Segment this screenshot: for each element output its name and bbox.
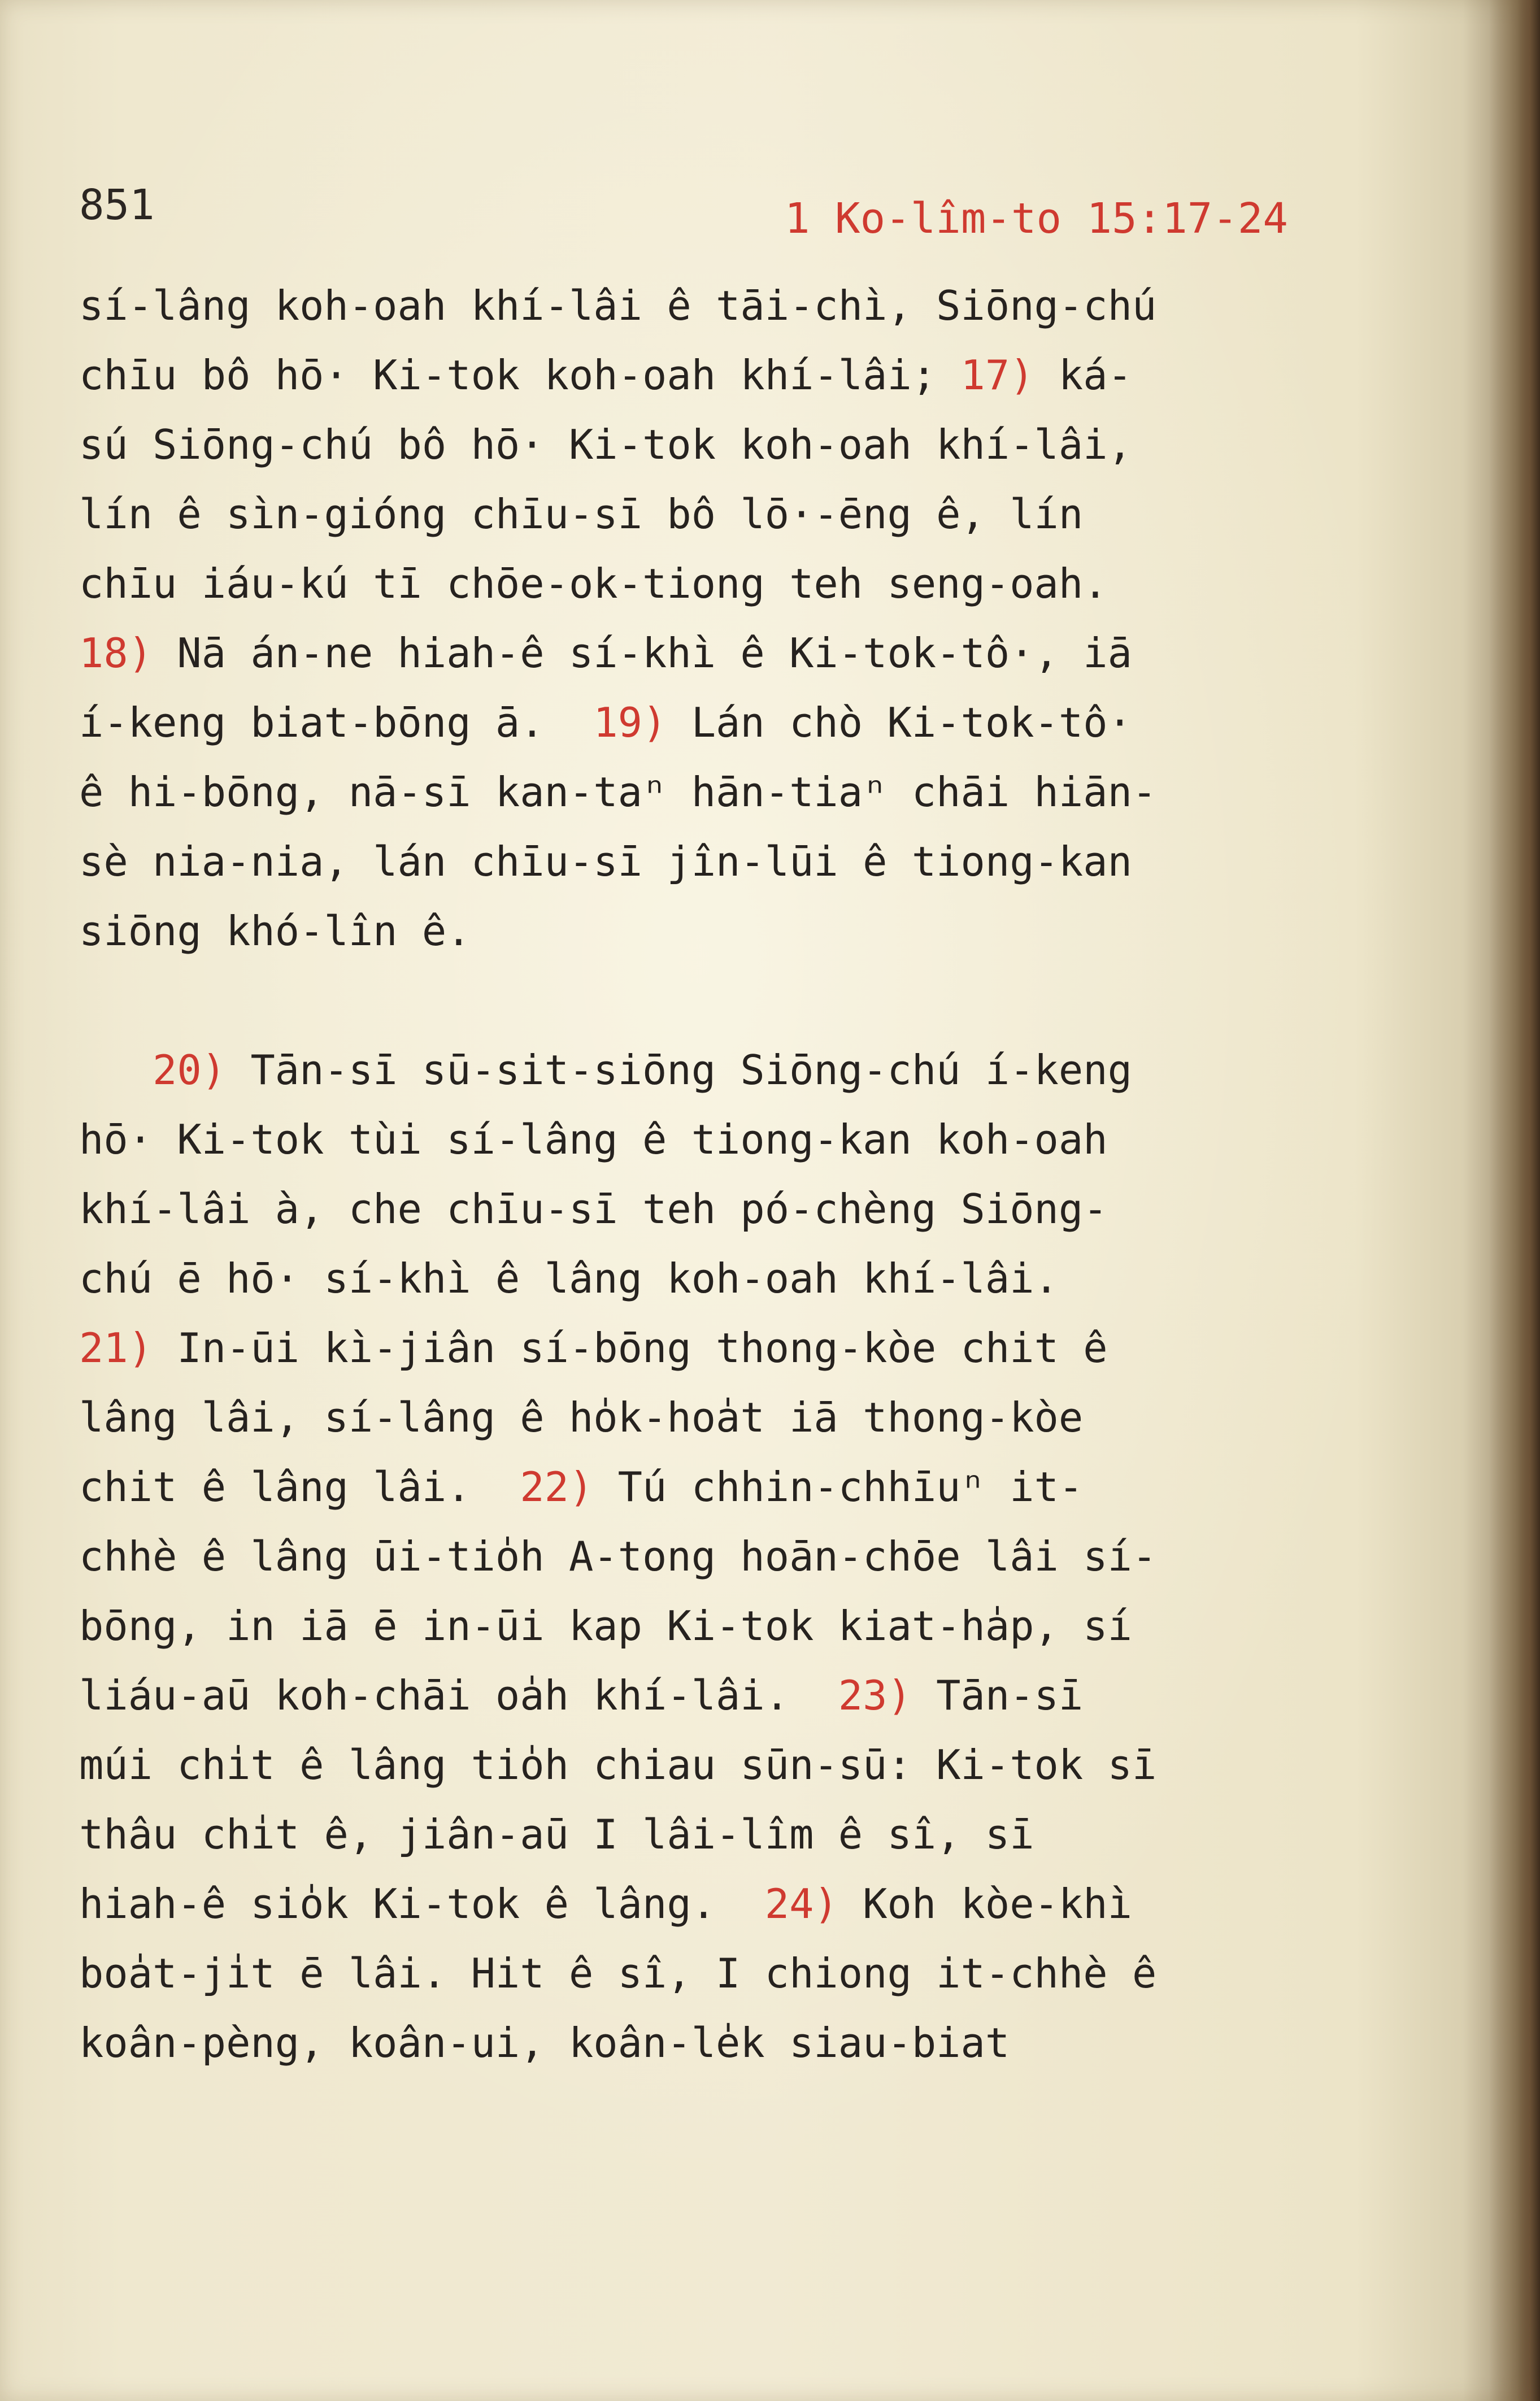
page-header (79, 181, 1288, 266)
text-line (79, 1522, 1356, 1591)
text-line (79, 1175, 1356, 1244)
text-line (79, 1869, 1356, 1939)
line-text: In-ūi kì-jiân sí-bōng thong-kòe chit ê (153, 1324, 1108, 1372)
text-line (79, 619, 1356, 688)
line-text: í-keng biat-bōng ā. (79, 699, 594, 746)
text-line (79, 410, 1356, 480)
verse-number: 18) (79, 629, 153, 677)
text-line (79, 1452, 1356, 1522)
line-text: siōng khó-lîn ê. (79, 907, 471, 955)
line-text: khí-lâi à, che chīu-sī teh pó-chèng Siōng- (79, 1185, 1108, 1233)
text-line (79, 1939, 1356, 2008)
line-text: hiah-ê sio̍k Ki-tok ê lâng. (79, 1880, 765, 1928)
text-line (79, 1244, 1356, 1313)
line-text: bōng, in iā ē in-ūi kap Ki-tok kiat-ha̍p, sí (79, 1602, 1132, 1650)
verse-number: 19) (593, 699, 667, 746)
verse-number: 22) (520, 1463, 594, 1511)
line-text: ká- (1034, 351, 1132, 399)
line-text: sú Siōng-chú bô hō· Ki-tok koh-oah khí-lâi, (79, 421, 1132, 468)
body-text (79, 271, 1356, 2078)
text-line (79, 271, 1356, 341)
text-line (79, 2008, 1356, 2078)
line-text: chú ē hō· sí-khì ê lâng koh-oah khí-lâi. (79, 1255, 1059, 1302)
text-line (79, 1105, 1356, 1175)
verse-number: 17) (960, 351, 1034, 399)
line-text: chhè ê lâng ūi-tio̍h A-tong hoān-chōe lâi sí- (79, 1533, 1157, 1580)
line-text: Koh kòe-khì (838, 1880, 1132, 1928)
line-text: chīu bô hō· Ki-tok koh-oah khí-lâi; (79, 351, 961, 399)
line-text: Tān-sī (911, 1672, 1084, 1719)
text-line (79, 1036, 1356, 1105)
line-text (79, 1046, 153, 1094)
running-head: 1 Ko-lîm-to 15:17-24 (784, 194, 1288, 243)
line-text: hō· Ki-tok tùi sí-lâng ê tiong-kan koh-oah (79, 1116, 1108, 1163)
verse-number: 20) (153, 1046, 227, 1094)
text-line (79, 341, 1356, 410)
text-line (79, 1730, 1356, 1800)
line-text: liáu-aū koh-chāi oa̍h khí-lâi. (79, 1672, 838, 1719)
line-text: koân-pèng, koân-ui, koân-le̍k siau-biat (79, 2019, 1010, 2067)
line-text: lín ê sìn-gióng chīu-sī bô lō·-ēng ê, lín (79, 490, 1084, 538)
line-text: chit ê lâng lâi. (79, 1463, 520, 1511)
line-text: Lán chò Ki-tok-tô· (667, 699, 1132, 746)
text-line (79, 480, 1356, 549)
text-line (79, 688, 1356, 758)
line-text: ê hi-bōng, nā-sī kan-taⁿ hān-tiaⁿ chāi hiān- (79, 768, 1157, 816)
text-line (79, 549, 1356, 619)
text-line (79, 1800, 1356, 1869)
line-text: Nā án-ne hiah-ê sí-khì ê Ki-tok-tô·, iā (153, 629, 1132, 677)
line-text: Tú chhin-chhīuⁿ it- (593, 1463, 1084, 1511)
text-line (79, 1383, 1356, 1452)
text-line (79, 827, 1356, 897)
text-line (79, 897, 1356, 966)
line-text: múi chi̍t ê lâng tio̍h chiau sūn-sū: Ki-tok sī (79, 1741, 1157, 1789)
line-text: sí-lâng koh-oah khí-lâi ê tāi-chì, Siōng-chú (79, 282, 1157, 329)
text-line (79, 758, 1356, 827)
verse-number: 21) (79, 1324, 153, 1372)
line-text: boa̍t-ji̍t ē lâi. Hit ê sî, I chiong it-chhè ê (79, 1950, 1157, 1997)
text-line (79, 1661, 1356, 1730)
text-line (79, 1591, 1356, 1661)
line-text: chīu iáu-kú tī chōe-ok-tiong teh seng-oah. (79, 560, 1108, 607)
paragraph-gap (79, 966, 1356, 1036)
line-text: lâng lâi, sí-lâng ê ho̍k-hoa̍t iā thong-kòe (79, 1394, 1084, 1441)
line-text: sè nia-nia, lán chīu-sī jîn-lūi ê tiong-kan (79, 838, 1132, 885)
line-text: thâu chi̍t ê, jiân-aū I lâi-lîm ê sî, sī (79, 1811, 1034, 1858)
line-text: Tān-sī sū-sit-siōng Siōng-chú í-keng (226, 1046, 1132, 1094)
text-line (79, 1313, 1356, 1383)
verse-number: 24) (764, 1880, 838, 1928)
page-number: 851 (79, 181, 155, 229)
verse-number: 23) (838, 1672, 912, 1719)
